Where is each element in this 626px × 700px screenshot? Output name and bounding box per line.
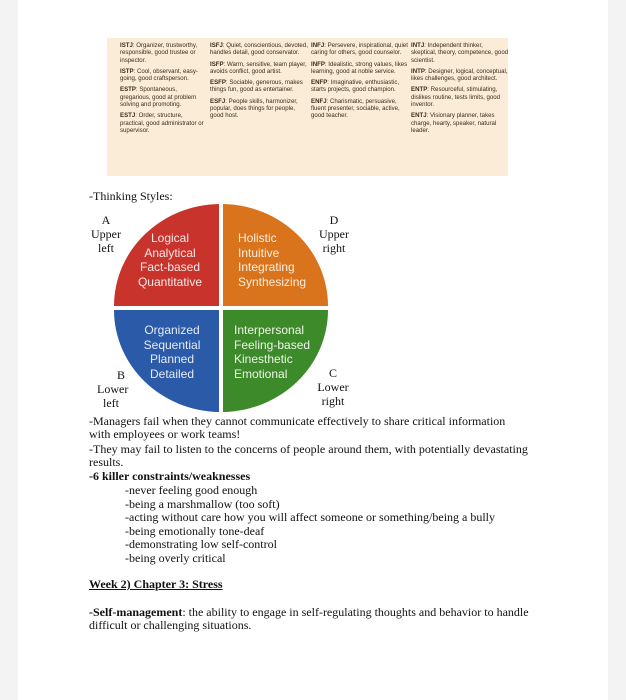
list-item: -being emotionally tone-deaf	[125, 523, 265, 538]
mbti-cell: ENFJ: Charismatic, persuasive, fluent presenter, sociable, active, good teacher.	[311, 97, 400, 120]
mbti-cell: ENTP: Resourceful, stimulating, dislikes routine, tests limits, good inventor.	[411, 86, 501, 109]
self-management-term: -Self-management	[89, 605, 183, 619]
quadrant-c-corner-label: C Lower right	[317, 366, 349, 408]
mbti-cell: ISFJ: Quiet, conscientious, devoted, handles detail, good conservator.	[210, 42, 308, 57]
quadrant-c-text: Interpersonal Feeling-based Kinesthetic Emotional	[234, 323, 311, 381]
mbti-cell: INTJ: Independent thinker, skeptical, theory, competence, good scientist.	[411, 42, 509, 64]
mbti-cell: ENTJ: Visionary planner, takes charge, hearty, speaker, natural leader.	[411, 112, 497, 134]
list-item: -acting without care how you will affect someone or something/being a bully	[125, 510, 496, 525]
list-item: -being a marshmallow (too soft)	[125, 496, 280, 511]
list-item: -demonstrating low self-control	[125, 537, 277, 552]
mbti-cell: ISTJ: Organizer, trustworthy, responsible, good trustee or inspector.	[120, 42, 198, 64]
mbti-cell: INFP: Idealistic, strong values, likes learning, good at noble service.	[311, 60, 408, 75]
quadrant-d-corner-label: D Upper right	[319, 213, 349, 255]
quadrant-a-corner-label: A Upper left	[91, 213, 121, 255]
mbti-cell: ISFP: Warm, sensitive, team player, avoids conflict, good artist.	[210, 60, 307, 75]
mbti-cell: INFJ: Persevere, inspirational, quiet caring for others, good counselor.	[311, 42, 408, 57]
killer-constraints-list	[125, 484, 495, 566]
self-management-definition: : the ability to engage in self-regulating thoughts and behavior to handle difficult or challenging situations.	[89, 605, 529, 632]
killer-constraints-heading: -6 killer constraints/weaknesses	[89, 469, 251, 483]
quadrant-d-text: Holistic Intuitive Integrating Synthesizing	[238, 231, 307, 289]
mbti-cell: ESFP: Sociable, generous, makes things fun, good as entertainer.	[210, 79, 303, 94]
managers-fail-paragraph: -Managers fail when they cannot communicate effectively to share critical information with employees or work teams!	[89, 414, 506, 441]
mbti-cell: ISTP: Cool, observant, easy-going, good craftsperson.	[120, 67, 198, 83]
thinking-styles-heading: -Thinking Styles:	[89, 189, 173, 203]
quadrant-b-text: Organized Sequential Planned Detailed	[143, 323, 201, 381]
mbti-cell: ESFJ: People skills, harmonizer, popular, does things for people, good host.	[210, 97, 298, 120]
chapter-heading: Week 2) Chapter 3: Stress	[89, 577, 223, 591]
mbti-cell: ESTP: Spontaneous, gregarious, good at problem solving and promoting.	[120, 86, 197, 109]
quadrant-b-corner-label: B Lower left	[97, 368, 129, 410]
mbti-cell: ENFP: Imaginative, enthusiastic, starts projects, good champion.	[311, 79, 400, 94]
quadrant-a-text: Logical Analytical Fact-based Quantitative	[137, 231, 203, 289]
self-management-paragraph	[89, 606, 529, 632]
mbti-cell: INTP: Designer, logical, conceptual, likes challenges, good architect.	[411, 67, 508, 83]
fail-listen-paragraph: -They may fail to listen to the concerns of people around them, with potentially devastating results.	[89, 442, 528, 469]
list-item: -never feeling good enough	[125, 483, 258, 497]
mbti-cell: ESTJ: Order, structure, practical, good administrator or supervisor.	[120, 112, 204, 134]
list-item: -being overly critical	[125, 550, 226, 565]
